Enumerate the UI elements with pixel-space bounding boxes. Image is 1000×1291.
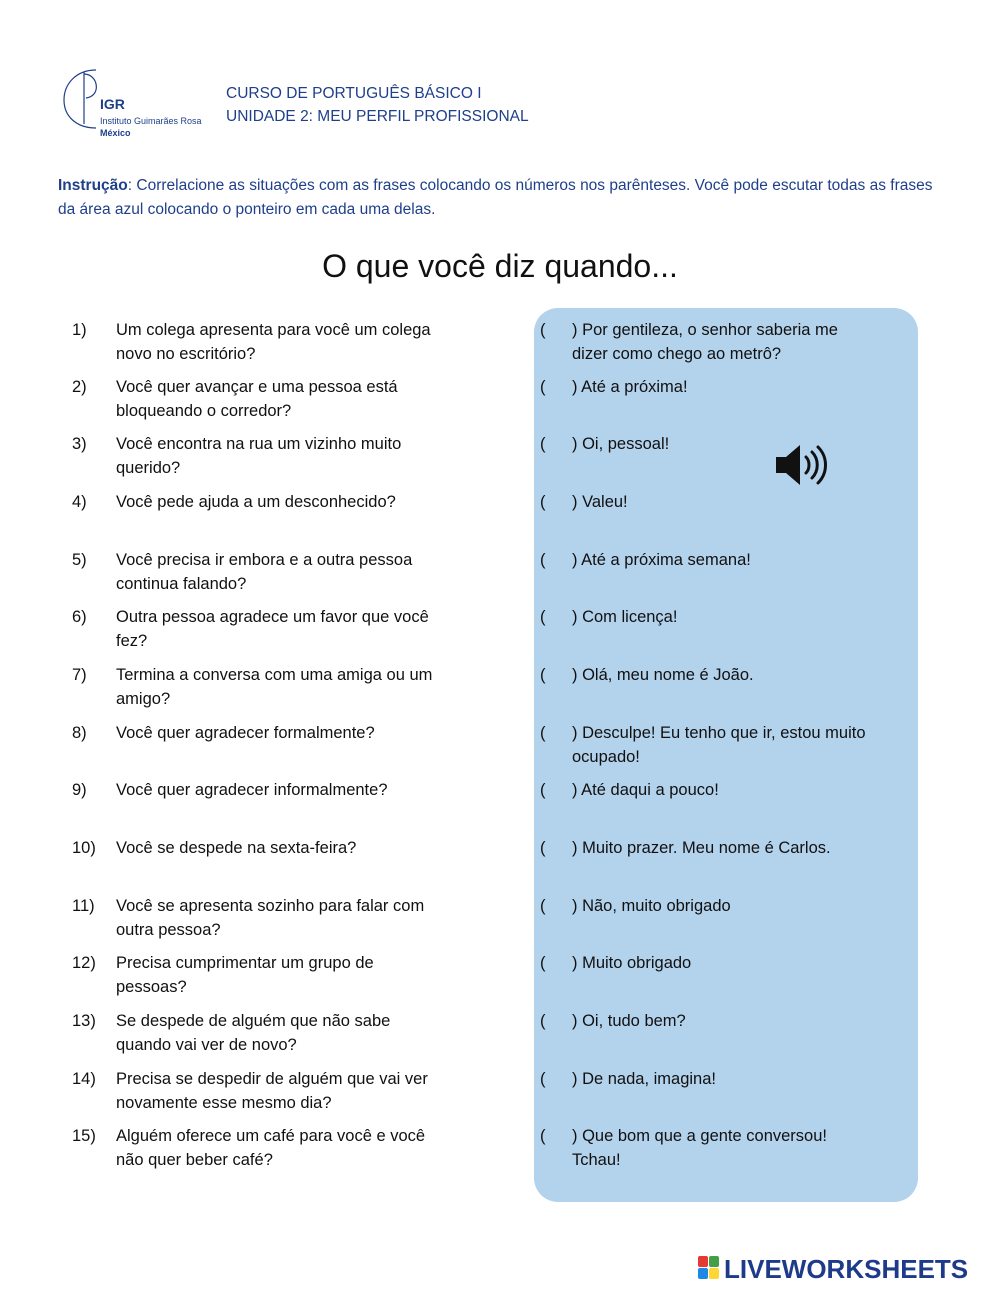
phrase-text[interactable]: ) Desculpe! Eu tenho que ir, estou muito ocupado! bbox=[572, 724, 866, 766]
situation-text: Você precisa ir embora e a outra pessoa continua falando? bbox=[116, 551, 413, 593]
situation-text: Você quer agradecer informalmente? bbox=[116, 781, 388, 799]
situation-number: 14) bbox=[72, 1070, 96, 1088]
answer-slot[interactable]: ( bbox=[540, 954, 546, 972]
phrase-text[interactable]: ) Que bom que a gente conversou! Tchau! bbox=[572, 1127, 827, 1169]
logo-country: México bbox=[100, 128, 131, 138]
situation-text: Você quer agradecer formalmente? bbox=[116, 724, 375, 742]
situation-text: Você pede ajuda a um desconhecido? bbox=[116, 493, 396, 511]
answer-slot[interactable]: ( bbox=[540, 724, 546, 742]
phrase-text[interactable]: ) Até a próxima semana! bbox=[572, 551, 751, 569]
answer-slot[interactable]: ( bbox=[540, 321, 546, 339]
situation-number: 2) bbox=[72, 378, 87, 396]
situation-number: 1) bbox=[72, 321, 87, 339]
situation-text: Outra pessoa agradece um favor que você fez? bbox=[116, 608, 429, 650]
answer-slot[interactable]: ( bbox=[540, 493, 546, 511]
phrase-text[interactable]: ) Muito obrigado bbox=[572, 954, 692, 972]
situation-number: 12) bbox=[72, 954, 96, 972]
situation-number: 5) bbox=[72, 551, 87, 569]
situation-text: Um colega apresenta para você um colega novo no escritório? bbox=[116, 321, 431, 363]
situation-number: 8) bbox=[72, 724, 87, 742]
liveworksheets-brand bbox=[698, 1254, 998, 1284]
situation-text: Alguém oferece um café para você e você não quer beber café? bbox=[116, 1127, 426, 1169]
situation-number: 13) bbox=[72, 1012, 96, 1030]
situation-text: Você se despede na sexta-feira? bbox=[116, 839, 357, 857]
phrase-text[interactable]: ) De nada, imagina! bbox=[572, 1070, 716, 1088]
situation-number: 3) bbox=[72, 435, 87, 453]
page-title: O que você diz quando... bbox=[322, 248, 678, 284]
brand-text: LIVEWORKSHEETS bbox=[724, 1254, 969, 1284]
answer-slot[interactable]: ( bbox=[540, 897, 546, 915]
situation-number: 10) bbox=[72, 839, 96, 857]
situation-number: 6) bbox=[72, 608, 87, 626]
situation-number: 15) bbox=[72, 1127, 96, 1145]
phrase-text[interactable]: ) Olá, meu nome é João. bbox=[572, 666, 754, 684]
phrase-text[interactable]: ) Oi, pessoal! bbox=[572, 435, 670, 453]
phrase-text[interactable]: ) Não, muito obrigado bbox=[572, 897, 731, 915]
speaker-icon[interactable] bbox=[774, 441, 830, 489]
situation-number: 4) bbox=[72, 493, 87, 511]
answer-slot[interactable]: ( bbox=[540, 1070, 546, 1088]
instruction-text bbox=[58, 174, 938, 222]
answer-slot[interactable]: ( bbox=[540, 1012, 546, 1030]
situation-number: 11) bbox=[72, 897, 95, 915]
situation-text: Se despede de alguém que não sabe quando vai ver de novo? bbox=[116, 1012, 391, 1054]
phrase-text[interactable]: ) Oi, tudo bem? bbox=[572, 1012, 686, 1030]
phrase-text[interactable]: ) Muito prazer. Meu nome é Carlos. bbox=[572, 839, 831, 857]
situation-text: Você quer avançar e uma pessoa está bloqueando o corredor? bbox=[116, 378, 398, 420]
instruction-label: Instrução bbox=[58, 177, 128, 194]
situation-text: Você encontra na rua um vizinho muito querido? bbox=[116, 435, 402, 477]
answer-slot[interactable]: ( bbox=[540, 666, 546, 684]
answer-slot[interactable]: ( bbox=[540, 378, 546, 396]
igr-logo bbox=[62, 66, 212, 142]
answer-slot[interactable]: ( bbox=[540, 1127, 546, 1145]
situation-text: Precisa se despedir de alguém que vai ver novamente esse mesmo dia? bbox=[116, 1070, 428, 1112]
course-title: CURSO DE PORTUGUÊS BÁSICO I bbox=[226, 85, 482, 102]
situation-text: Você se apresenta sozinho para falar com outra pessoa? bbox=[116, 897, 425, 939]
phrase-text[interactable]: ) Com licença! bbox=[572, 608, 678, 626]
logo-abbr: IGR bbox=[100, 96, 125, 112]
phrase-text[interactable]: ) Valeu! bbox=[572, 493, 628, 511]
answer-slot[interactable]: ( bbox=[540, 781, 546, 799]
situation-number: 7) bbox=[72, 666, 87, 684]
course-header bbox=[226, 82, 529, 128]
phrase-text[interactable]: ) Até a próxima! bbox=[572, 378, 688, 396]
situation-text: Precisa cumprimentar um grupo de pessoas? bbox=[116, 954, 374, 996]
logo-institute-name: Instituto Guimarães Rosa bbox=[100, 116, 202, 126]
instruction-body: : Correlacione as situações com as frases colocando os números nos parênteses. Você pode escutar todas as frases da área azul colocando o ponteiro em cada uma delas. bbox=[58, 177, 933, 218]
answer-slot[interactable]: ( bbox=[540, 435, 546, 453]
situation-text: Termina a conversa com uma amiga ou um amigo? bbox=[116, 666, 433, 708]
unit-title: UNIDADE 2: MEU PERFIL PROFISSIONAL bbox=[226, 108, 529, 125]
phrase-text[interactable]: ) Até daqui a pouco! bbox=[572, 781, 719, 799]
phrase-text[interactable]: ) Por gentileza, o senhor saberia me dizer como chego ao metrô? bbox=[572, 321, 838, 363]
liveworksheets-logo-icon bbox=[698, 1256, 720, 1280]
answer-slot[interactable]: ( bbox=[540, 839, 546, 857]
situation-number: 9) bbox=[72, 781, 87, 799]
answer-slot[interactable]: ( bbox=[540, 608, 546, 626]
igr-logo-mark-icon bbox=[62, 66, 102, 132]
answer-slot[interactable]: ( bbox=[540, 551, 546, 569]
